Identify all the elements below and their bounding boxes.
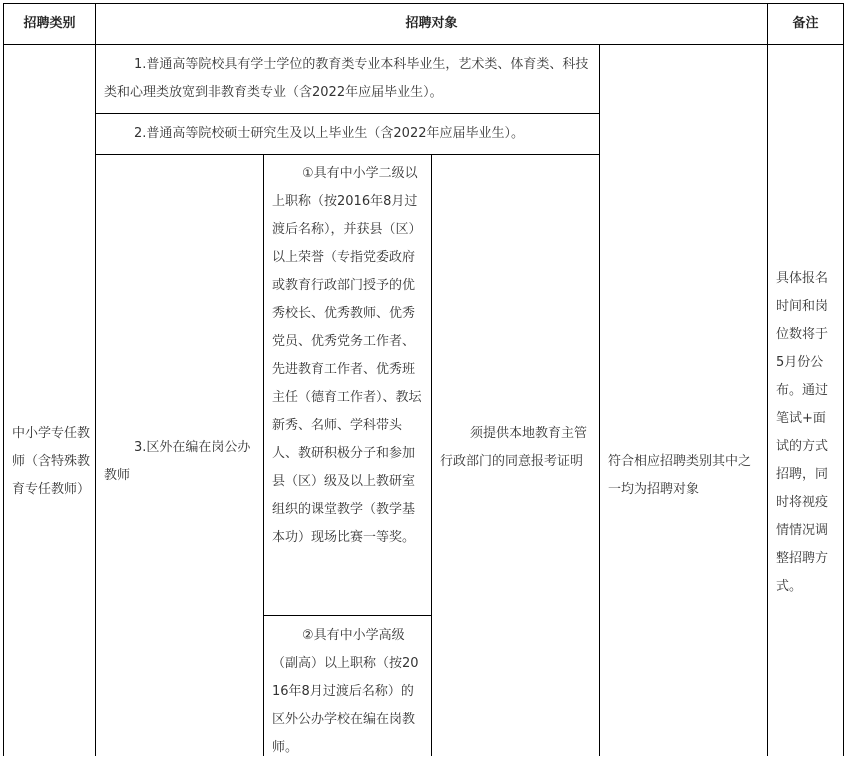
target-row-1: 1.普通高等院校具有学士学位的教育类专业本科毕业生，艺术类、体育类、科技类和心理类放宽到非教育类专业（含2022年应届毕业生）。 xyxy=(104,57,589,100)
proof-requirement: 须提供本地教育主管行政部门的同意报考证明 xyxy=(440,426,588,469)
eligibility-note: 符合相应招聘类别其中之一均为招聘对象 xyxy=(608,454,752,497)
category-divider xyxy=(95,3,96,756)
row3-label-divider xyxy=(263,154,264,756)
remark-divider xyxy=(767,3,768,756)
row2-divider xyxy=(95,154,599,155)
condition-1: ①具有中小学二级以上职称（按2016年8月过渡后名称），并获县（区）以上荣誉（专指党委政府或教育行政部门授予的优秀校长、优秀教师、优秀党员、优秀党务工作者、先进教育工作者、优秀班主任（德育工作者）、教坛新秀、名师、学科带头人、教研积极分子和参加县（区）级及以上教研室组织的课堂教学（教学基本功）现场比赛一等奖。 xyxy=(272,166,422,545)
category-cell: 中小学专任教师（含特殊教育专任教师） xyxy=(12,426,91,497)
target-row-3-label: 3.区外在编在岗公办教师 xyxy=(104,440,251,483)
header-remark: 备注 xyxy=(792,16,819,31)
target-row-2: 2.普通高等院校硕士研究生及以上毕业生（含2022年应届毕业生）。 xyxy=(134,126,524,141)
cond-divider xyxy=(263,615,431,616)
table-border-left xyxy=(3,3,4,756)
condition-2: ②具有中小学高级（副高）以上职称（按2016年8月过渡后名称）的区外公办学校在编在岗教师。 xyxy=(272,628,419,755)
row1-divider xyxy=(95,113,599,114)
header-category: 招聘类别 xyxy=(23,16,76,31)
conditions-divider xyxy=(431,154,432,756)
remark-cell: 具体报名时间和岗位数将于5月份公布。通过笔试+面试的方式招聘，同时将视疫情情况调整招聘方式。 xyxy=(776,271,829,594)
header-target: 招聘对象 xyxy=(405,16,458,31)
eligibility-divider xyxy=(599,44,600,756)
table-border-right xyxy=(843,3,844,756)
